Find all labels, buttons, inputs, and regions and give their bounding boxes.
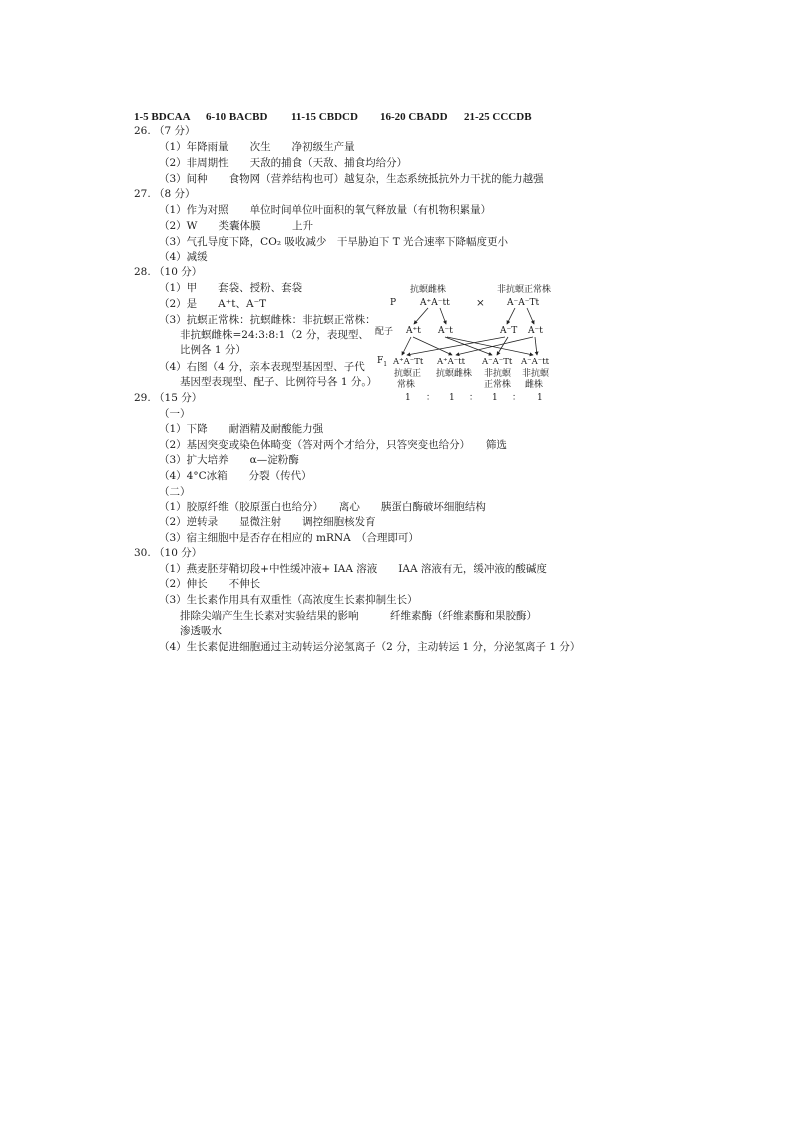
q29-answer-4: （4）4°C冰箱 分裂（传代） [159, 470, 312, 482]
offspring-4-genotype: A⁻A⁻tt [521, 357, 550, 367]
q30-header: 30. （10 分） [134, 547, 203, 559]
q29-part2-answer-1: （1）胶原纤维（胶原蛋白也给分） 离心 胰蛋白酶破坏细胞结构 [159, 501, 486, 513]
parent1-phenotype: 抗螟雌株 [410, 285, 447, 295]
offspring-1-phenotype-a: 抗螟正 [394, 369, 422, 379]
q28-header: 28. （10 分） [134, 266, 203, 278]
q29-answer-1: （1）下降 耐酒精及耐酸能力强 [159, 423, 324, 435]
q28-answer-3b: 非抗螟雌株=24:3:8:1（2 分，表现型、 [180, 329, 369, 341]
q28-answer-1: （1）甲 套袋、授粉、套袋 [159, 282, 303, 294]
q28-answer-4b: 基因型表现型、配子、比例符号各 1 分。） [180, 376, 378, 388]
q27-header: 27. （8 分） [134, 188, 196, 200]
q28-answer-3a: （3）抗螟正常株：抗螟雌株：非抗螟正常株： [159, 314, 376, 326]
q30-answer-3b: 排除尖端产生生长素对实验结果的影响 纤维素酶（纤维素酶和果胶酶） [180, 610, 537, 622]
gamete-3: A⁻T [500, 326, 518, 336]
mc-answers-21-25: 21-25 CCCDB [464, 111, 532, 123]
gamete-4: A⁻t [528, 326, 543, 336]
q29-answer-2: （2）基因突变或染色体畸变（答对两个才给分，只答突变也给分） 筛选 [159, 439, 507, 451]
ratio-sep-1: ： [426, 393, 436, 403]
offspring-2-genotype: A⁺A⁻tt [437, 357, 466, 367]
q30-answer-2: （2）伸长 不伸长 [159, 578, 261, 590]
q30-answer-3a: （3）生长素作用具有双重性（高浓度生长素抑制生长） [159, 594, 418, 606]
arrow-g1-o1 [402, 337, 411, 355]
ratio-sep-2: ： [469, 393, 479, 403]
q27-answer-2: （2）W 类囊体膜 上升 [159, 220, 313, 232]
ratio-2: 1 [449, 393, 455, 403]
offspring-3-phenotype-b: 正常株 [484, 380, 512, 390]
q29-answer-3: （3）扩大培养 α—淀粉酶 [159, 454, 299, 466]
parent2-genotype: A⁻A⁻Tt [507, 298, 540, 308]
q26-answer-1: （1）年降雨量 次生 净初级生产量 [159, 141, 355, 153]
offspring-1-phenotype-b: 常株 [397, 380, 416, 390]
arrow-p2-g3 [507, 308, 515, 324]
parental-generation-label: P [390, 298, 397, 308]
gamete-2: A⁻t [438, 326, 453, 336]
arrow-p2-g4 [527, 308, 534, 324]
parent1-genotype: A⁺A⁻tt [420, 298, 450, 308]
ratio-1: 1 [405, 393, 411, 403]
offspring-2-phenotype: 抗螟雌株 [436, 369, 473, 379]
q26-header: 26. （7 分） [134, 125, 196, 137]
q29-part2-answer-2: （2）逆转录 显微注射 调控细胞核发育 [159, 516, 376, 528]
offspring-3-genotype: A⁻A⁻Tt [482, 357, 513, 367]
arrow-p1-g1 [414, 308, 428, 324]
ratio-sep-3: ： [512, 393, 522, 403]
mc-answers-16-20: 16-20 CBADD [380, 111, 448, 123]
q29-header: 29. （15 分） [134, 392, 203, 404]
arrow-p1-g2 [440, 308, 446, 324]
q27-answer-1: （1）作为对照 单位时间单位叶面积的氧气释放量（有机物积累量） [159, 204, 492, 216]
cross-sign: × [476, 297, 485, 309]
arrow-g4-o4 [535, 337, 537, 355]
q27-answer-4: （4）减缓 [159, 251, 208, 263]
mc-answers-6-10: 6-10 BACBD [206, 111, 268, 123]
mc-answers-11-15: 11-15 CBDCD [291, 111, 358, 123]
q30-answer-4: （4）生长素促进细胞通过主动转运分泌氢离子（2 分，主动转运 1 分，分泌氢离子 1 分） [159, 641, 581, 653]
q26-answer-2: （2）非周期性 天敌的捕食（天敌、捕食均给分） [159, 157, 408, 169]
arrow-g3-o3 [497, 337, 508, 355]
q26-answer-3: （3）间种 食物网（营养结构也可）越复杂，生态系统抵抗外力干扰的能力越强 [159, 173, 544, 185]
ratio-3: 1 [492, 393, 498, 403]
ratio-4: 1 [537, 393, 543, 403]
q29-part2-answer-3: （3）宿主细胞中是否存在相应的 mRNA （合理即可） [159, 532, 419, 544]
arrow-g1-o2 [413, 337, 452, 355]
offspring-3-phenotype-a: 非抗螟 [484, 369, 512, 379]
q29-part1-label: （一） [159, 408, 191, 420]
q28-answer-2: （2）是 A⁺t、A⁻T [159, 298, 267, 310]
f1-label: $F_1$ [377, 356, 388, 368]
q30-answer-3c: 渗透吸水 [180, 625, 222, 637]
offspring-1-genotype: A⁺A⁻Tt [393, 357, 424, 367]
gamete-label: 配子 [375, 327, 394, 337]
offspring-4-phenotype-a: 非抗螟 [522, 369, 550, 379]
q28-answer-4a: （4）右图（4 分，亲本表现型基因型、子代 [159, 361, 365, 373]
q29-part2-label: （二） [159, 486, 191, 498]
parent2-phenotype: 非抗螟正常株 [497, 285, 552, 295]
q28-answer-3c: 比例各 1 分） [180, 344, 246, 356]
offspring-4-phenotype-b: 雌株 [525, 380, 544, 390]
q30-answer-1: （1）燕麦胚芽鞘切段+中性缓冲液+ IAA 溶液 IAA 溶液有无，缓冲液的酸碱度 [159, 563, 547, 575]
q27-answer-3: （3）气孔导度下降，CO₂ 吸收减少 干旱胁迫下 T 光合速率下降幅度更小 [159, 236, 509, 248]
gamete-1: A⁺t [406, 326, 421, 336]
mc-answers-1-5: 1-5 BDCAA [134, 111, 191, 123]
